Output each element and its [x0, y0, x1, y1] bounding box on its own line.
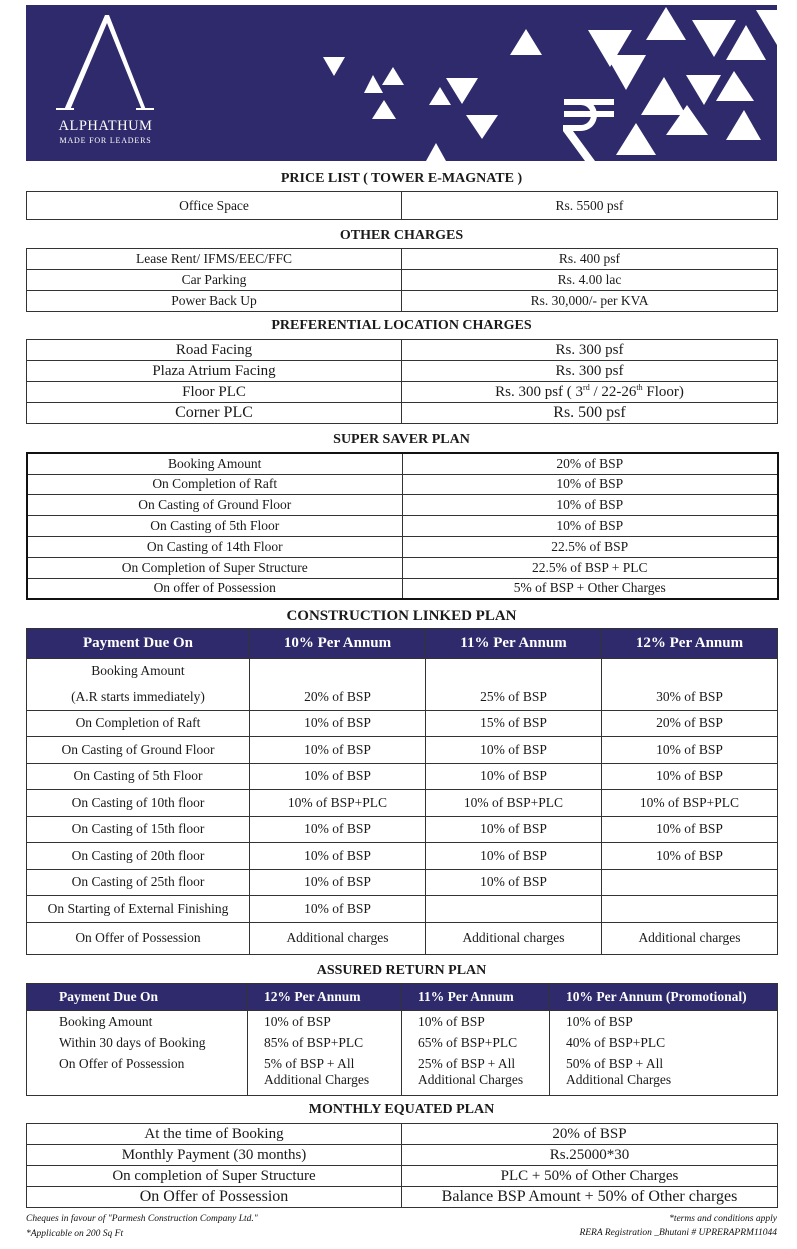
row-label: On Offer of Possession — [27, 1054, 248, 1096]
table-row — [27, 403, 778, 424]
row-value: 20% of BSP — [402, 453, 778, 474]
row-value: 10% of BSP+PLC — [602, 790, 778, 817]
row-value: 22.5% of BSP — [402, 536, 778, 557]
row-value: 65% of BSP+PLC — [402, 1033, 550, 1054]
mep-title: MONTHLY EQUATED PLAN — [308, 1102, 495, 1117]
row-value — [250, 659, 426, 684]
row-label: On Casting of 20th floor — [27, 843, 250, 870]
table-header-row — [27, 629, 778, 659]
row-value: Rs. 300 psf ( 3rd / 22-26th Floor) — [402, 382, 778, 403]
table-row — [27, 515, 778, 536]
table-row — [27, 710, 778, 737]
table-row — [27, 557, 778, 578]
price-list-table — [26, 191, 778, 220]
table-row — [27, 474, 778, 494]
row-value: 10% of BSP — [426, 869, 602, 896]
row-value: Additional charges — [250, 922, 426, 954]
other-charges-title: OTHER CHARGES — [339, 228, 464, 243]
mep-table — [26, 1123, 778, 1208]
row-value — [602, 869, 778, 896]
row-value: 10% of BSP — [426, 737, 602, 764]
table-row — [27, 291, 778, 312]
row-value: 20% of BSP — [402, 1124, 778, 1145]
column-header: Payment Due On — [27, 984, 248, 1011]
row-label: On Casting of 14th Floor — [27, 536, 402, 557]
table-row — [27, 1054, 778, 1096]
row-value: 15% of BSP — [426, 710, 602, 737]
column-header: 12% Per Annum — [248, 984, 402, 1011]
table-row — [27, 896, 778, 923]
row-label: Car Parking — [27, 270, 402, 291]
column-header: Payment Due On — [27, 629, 250, 659]
price-list-title: PRICE LIST ( TOWER E-MAGNATE ) — [280, 171, 523, 186]
row-value: 10% of BSP — [602, 816, 778, 843]
row-label: On Casting of Ground Floor — [27, 494, 402, 515]
row-value: 50% of BSP + All Additional Charges — [550, 1054, 778, 1096]
table-row — [27, 192, 778, 220]
row-label: On Starting of External Finishing — [27, 896, 250, 923]
table-row — [27, 922, 778, 954]
table-row — [27, 578, 778, 599]
row-label: On Completion of Super Structure — [27, 557, 402, 578]
table-row — [27, 270, 778, 291]
arp-table — [26, 983, 778, 1096]
row-value: Rs. 300 psf — [402, 340, 778, 361]
row-value: 5% of BSP + All Additional Charges — [248, 1054, 402, 1096]
row-value: 10% of BSP — [602, 843, 778, 870]
plc-title: PREFERENTIAL LOCATION CHARGES — [271, 318, 532, 333]
arp-title: ASSURED RETURN PLAN — [316, 963, 487, 978]
row-label: Booking Amount — [27, 1011, 248, 1033]
row-value: 10% of BSP — [426, 816, 602, 843]
table-row — [27, 536, 778, 557]
table-row — [27, 1033, 778, 1054]
row-value: 20% of BSP — [250, 684, 426, 711]
plc-table — [26, 339, 778, 424]
row-value: 10% of BSP — [426, 843, 602, 870]
table-row — [27, 494, 778, 515]
row-label: Office Space — [27, 192, 402, 220]
row-value: 10% of BSP — [248, 1011, 402, 1033]
row-label: On Casting of 5th Floor — [27, 515, 402, 536]
row-value: 10% of BSP — [250, 816, 426, 843]
row-label: On Offer of Possession — [27, 922, 250, 954]
row-value: PLC + 50% of Other Charges — [402, 1166, 778, 1187]
row-value: 10% of BSP — [250, 896, 426, 923]
row-value: 5% of BSP + Other Charges — [402, 578, 778, 599]
row-label: Floor PLC — [27, 382, 402, 403]
clp-table — [26, 628, 778, 955]
column-header: 10% Per Annum (Promotional) — [550, 984, 778, 1011]
row-value — [602, 896, 778, 923]
table-row — [27, 382, 778, 403]
brand-name: ALPHATHUM — [58, 118, 153, 134]
row-value: 10% of BSP — [250, 843, 426, 870]
row-label: Road Facing — [27, 340, 402, 361]
row-value — [602, 659, 778, 684]
row-value: 85% of BSP+PLC — [248, 1033, 402, 1054]
column-header: 11% Per Annum — [426, 629, 602, 659]
row-label: On Casting of 25th floor — [27, 869, 250, 896]
row-value: 10% of BSP — [250, 869, 426, 896]
row-label: Booking Amount — [27, 659, 250, 684]
row-label: Booking Amount — [27, 453, 402, 474]
row-label: Lease Rent/ IFMS/EEC/FFC — [27, 249, 402, 270]
column-header: 10% Per Annum — [250, 629, 426, 659]
row-value — [426, 659, 602, 684]
brand-tagline: MADE FOR LEADERS — [59, 136, 152, 145]
alphathum-logo-icon — [56, 15, 154, 110]
row-value: 10% of BSP+PLC — [426, 790, 602, 817]
row-value: Rs. 30,000/- per KVA — [402, 291, 778, 312]
cheques-note: Cheques in favour of "Parmesh Construction Company Ltd." — [26, 1214, 258, 1224]
row-value: Rs. 4.00 lac — [402, 270, 778, 291]
clp-title: CONSTRUCTION LINKED PLAN — [286, 608, 517, 624]
table-row — [27, 249, 778, 270]
row-value: 10% of BSP — [250, 737, 426, 764]
row-value: 10% of BSP+PLC — [250, 790, 426, 817]
applicable-note: *Applicable on 200 Sq Ft — [26, 1229, 124, 1239]
table-row — [27, 453, 778, 474]
row-label: Power Back Up — [27, 291, 402, 312]
row-value: 40% of BSP+PLC — [550, 1033, 778, 1054]
table-row — [27, 763, 778, 790]
row-label: On Offer of Possession — [27, 1187, 402, 1208]
row-value: Rs. 400 psf — [402, 249, 778, 270]
row-label: On Casting of 10th floor — [27, 790, 250, 817]
row-label: On Completion of Raft — [27, 474, 402, 494]
row-value: 10% of BSP — [402, 474, 778, 494]
header-banner — [26, 5, 777, 161]
table-row — [27, 340, 778, 361]
row-value: 25% of BSP — [426, 684, 602, 711]
row-value: 10% of BSP — [426, 763, 602, 790]
row-value: 10% of BSP — [602, 763, 778, 790]
column-header: 12% Per Annum — [602, 629, 778, 659]
table-row — [27, 816, 778, 843]
table-row — [27, 737, 778, 764]
table-row — [27, 1124, 778, 1145]
row-label: On Casting of 15th floor — [27, 816, 250, 843]
table-row — [27, 843, 778, 870]
row-value: 10% of BSP — [402, 1011, 550, 1033]
row-value: 20% of BSP — [602, 710, 778, 737]
row-label: On offer of Possession — [27, 578, 402, 599]
row-value: 10% of BSP — [402, 494, 778, 515]
row-value: 10% of BSP — [250, 710, 426, 737]
table-row — [27, 790, 778, 817]
table-row — [27, 684, 778, 711]
row-value: 30% of BSP — [602, 684, 778, 711]
row-label: On Completion of Raft — [27, 710, 250, 737]
row-value: Rs. 5500 psf — [402, 192, 778, 220]
row-label: At the time of Booking — [27, 1124, 402, 1145]
table-row — [27, 1011, 778, 1033]
table-row — [27, 1145, 778, 1166]
row-label: On completion of Super Structure — [27, 1166, 402, 1187]
row-value: Rs. 500 psf — [402, 403, 778, 424]
terms-note: *terms and conditions apply — [669, 1214, 777, 1224]
table-row — [27, 361, 778, 382]
super-saver-table — [26, 452, 779, 600]
row-label: Plaza Atrium Facing — [27, 361, 402, 382]
row-value: Rs.25000*30 — [402, 1145, 778, 1166]
column-header: 11% Per Annum — [402, 984, 550, 1011]
row-value: 10% of BSP — [550, 1011, 778, 1033]
row-value — [426, 896, 602, 923]
table-header-row — [27, 984, 778, 1011]
row-value: 25% of BSP + All Additional Charges — [402, 1054, 550, 1096]
row-value: Balance BSP Amount + 50% of Other charges — [402, 1187, 778, 1208]
row-value: 10% of BSP — [602, 737, 778, 764]
row-label: On Casting of Ground Floor — [27, 737, 250, 764]
table-row — [27, 1187, 778, 1208]
row-label: Within 30 days of Booking — [27, 1033, 248, 1054]
row-label: Corner PLC — [27, 403, 402, 424]
table-row — [27, 1166, 778, 1187]
row-value: 10% of BSP — [402, 515, 778, 536]
table-row — [27, 659, 778, 684]
row-label: Monthly Payment (30 months) — [27, 1145, 402, 1166]
other-charges-table — [26, 248, 778, 312]
row-label: On Casting of 5th Floor — [27, 763, 250, 790]
row-value: Rs. 300 psf — [402, 361, 778, 382]
super-saver-title: SUPER SAVER PLAN — [333, 432, 470, 447]
row-label: (A.R starts immediately) — [27, 684, 250, 711]
row-value: Additional charges — [602, 922, 778, 954]
row-value: Additional charges — [426, 922, 602, 954]
rera-note: RERA Registration _Bhutani # UPRERAPRM11044 — [579, 1228, 777, 1238]
row-value: 22.5% of BSP + PLC — [402, 557, 778, 578]
row-value: 10% of BSP — [250, 763, 426, 790]
table-row — [27, 869, 778, 896]
